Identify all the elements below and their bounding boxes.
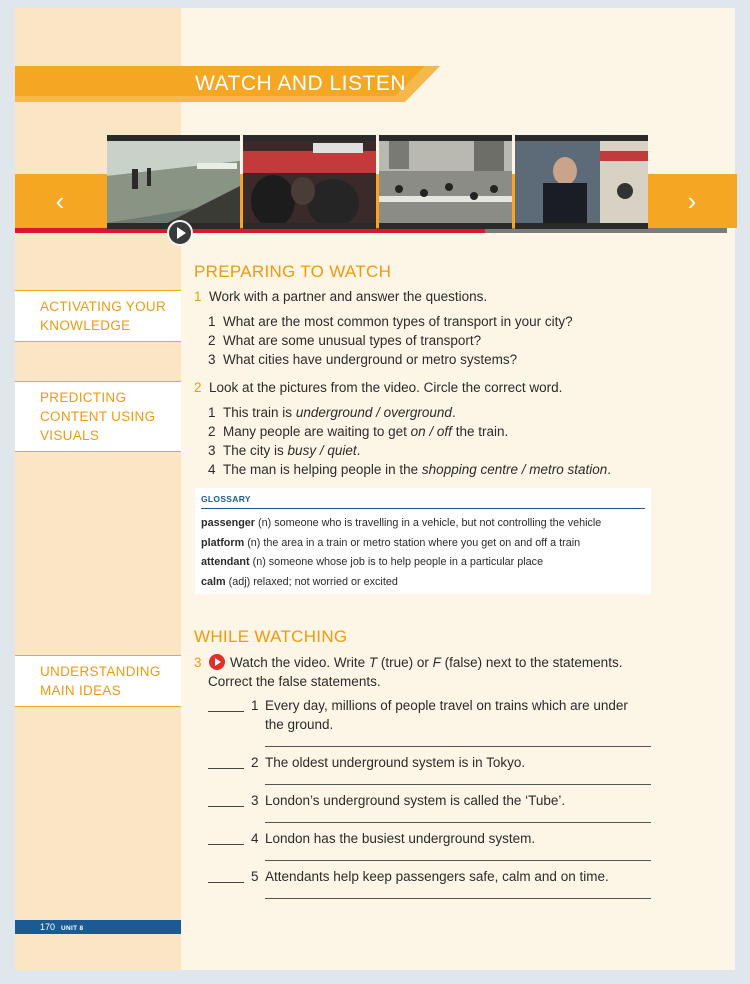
chevron-right-icon: › (687, 185, 697, 216)
answer-blank[interactable] (208, 882, 244, 883)
q2-item: 1 This train is underground / overground. (208, 405, 456, 420)
glossary-entry: calm (adj) relaxed; not worried or excited (201, 575, 398, 588)
q2-item: 2 Many people are waiting to get on / off the train. (208, 424, 509, 439)
unit-label: UNIT 8 (61, 925, 84, 932)
textbook-page (15, 8, 735, 970)
side-label-understanding: UNDERSTANDING MAIN IDEAS (15, 655, 181, 707)
video-strip (15, 134, 727, 236)
glossary-entry: attendant (n) someone whose job is to help people in a particular place (201, 556, 544, 568)
statement-number: 1 (251, 698, 259, 713)
correction-line[interactable] (265, 784, 651, 785)
glossary-entry: platform (n) the area in a train or metro station where you get on and off a train (201, 536, 581, 549)
answer-blank[interactable] (208, 711, 244, 712)
question-1: 1 Work with a partner and answer the questions. (194, 289, 488, 304)
word-choice[interactable]: shopping centre / metro station (421, 462, 608, 477)
question-3: 3 Watch the video. Write T (true) or F (false) next to the statements. (194, 655, 623, 670)
video-play-button[interactable] (167, 220, 193, 246)
statement-text: The oldest underground system is in Tokyo. (265, 755, 526, 770)
q2-item: 4 The man is helping people in the shopping centre / metro station. (208, 462, 612, 477)
side-label-predicting: PREDICTING CONTENT USING VISUALS (15, 381, 181, 452)
q2-item: 3 The city is busy / quiet. (208, 443, 361, 458)
page-number: 170 (40, 922, 56, 932)
question-2: 2 Look at the pictures from the video. Circle the correct word. (194, 380, 563, 395)
correction-line[interactable] (265, 898, 651, 899)
next-arrow-button[interactable] (647, 174, 737, 228)
glossary-heading: GLOSSARY (201, 494, 645, 509)
statement-text: Attendants help keep passengers safe, calm and on time. (265, 869, 609, 884)
video-cue-icon[interactable] (209, 654, 225, 670)
word-choice[interactable]: busy / quiet (287, 443, 357, 458)
side-label-activating: ACTIVATING YOUR KNOWLEDGE (15, 290, 181, 342)
q1-item: 1 What are the most common types of transport in your city? (208, 314, 573, 329)
preparing-heading: PREPARING TO WATCH (194, 262, 392, 281)
video-frame-platform (107, 135, 240, 229)
video-frame-attendant (515, 135, 648, 229)
page-footer (15, 920, 181, 934)
statement-text: London’s underground system is called the ‘Tube’. (265, 793, 566, 808)
statement-text: London has the busiest underground system. (265, 831, 536, 846)
statement-number: 5 (251, 869, 259, 884)
q1-item: 3 What cities have underground or metro systems? (208, 352, 518, 367)
glossary-entry: passenger (n) someone who is travelling in a vehicle, but not controlling the vehicle (201, 517, 602, 529)
video-frame-city-street (379, 135, 512, 229)
answer-blank[interactable] (208, 806, 244, 807)
q1-item: 2 What are some unusual types of transport? (208, 333, 482, 348)
answer-blank[interactable] (208, 768, 244, 769)
statement-text: Every day, millions of people travel on trains which are under (265, 698, 628, 713)
answer-blank[interactable] (208, 844, 244, 845)
previous-arrow-button[interactable] (15, 174, 105, 228)
statement-number: 4 (251, 831, 259, 846)
correction-line[interactable] (265, 746, 651, 747)
question-3-line2: Correct the false statements. (208, 674, 381, 689)
correction-line[interactable] (265, 860, 651, 861)
word-choice[interactable]: underground / overground (295, 405, 452, 420)
statement-text-cont: the ground. (265, 717, 334, 732)
while-watching-heading: WHILE WATCHING (194, 627, 348, 646)
word-choice[interactable]: on / off (410, 424, 452, 439)
glossary-box (195, 488, 651, 594)
statement-number: 3 (251, 793, 259, 808)
video-frame-train-crowd (243, 135, 376, 229)
chevron-left-icon: ‹ (55, 185, 65, 216)
section-title: WATCH AND LISTEN (195, 72, 407, 95)
correction-line[interactable] (265, 822, 651, 823)
statement-number: 2 (251, 755, 259, 770)
